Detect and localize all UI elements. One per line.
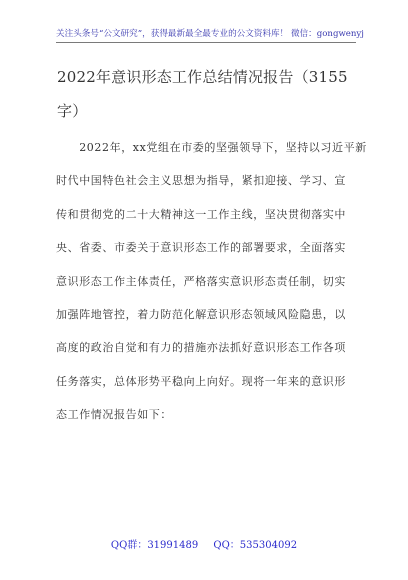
body-line: 加强阵地管控，着力防范化解意识形态领域风险隐患，以 <box>56 308 346 322</box>
footer-contact <box>0 536 408 551</box>
body-line: 高度的政治自觉和有力的措施亦法抓好意识形态工作各项 <box>56 341 346 355</box>
body-line: 时代中国特色社会主义思想为指导，紧扣迎接、学习、宣 <box>56 174 346 188</box>
body-paragraph <box>56 131 367 432</box>
footer-qq: QQ：535304092 <box>213 540 298 551</box>
body-line: 态工作情况报告如下： <box>56 408 172 422</box>
footer-qq-group: QQ群：31991489 <box>110 540 199 551</box>
body-line: 央、省委、市委关于意识形态工作的部署要求，全面落实 <box>56 241 346 255</box>
body-line: 2022年，xx党组在市委的坚强领导下，坚持以习近平新 <box>56 141 367 154</box>
body-line: 任务落实，总体形势平稳向上向好。现将一年来的意识形 <box>56 374 346 388</box>
header-note: 关注头条号“公文研究”，获得最新最全最专业的公文资料库！ 微信：gongwenyj <box>56 29 364 39</box>
body-line: 意识形态工作主体责任，严格落实意识形态责任制，切实 <box>56 274 346 288</box>
document-body <box>56 131 367 432</box>
body-line: 传和贯彻党的二十大精神这一工作主线，坚决贯彻落实中 <box>56 207 346 221</box>
header-divider <box>56 42 356 43</box>
title-line-1: 2022年意识形态工作总结情况报告（3155 <box>57 68 348 86</box>
document-title <box>57 60 357 128</box>
title-line-2: 字） <box>57 102 88 120</box>
